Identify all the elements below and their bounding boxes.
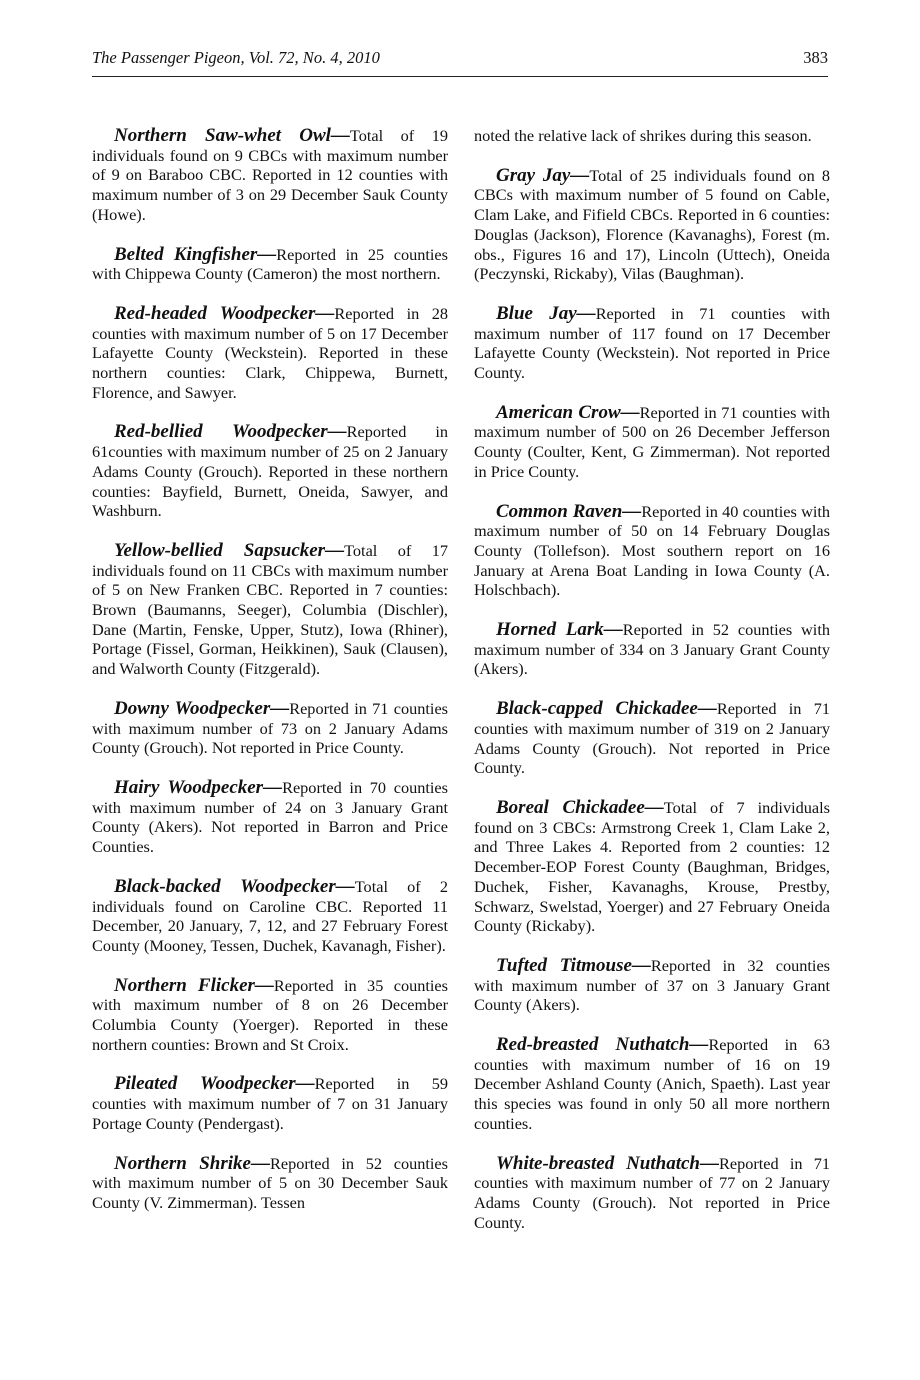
- species-name: Northern Saw-whet Owl—: [114, 125, 350, 146]
- species-entry: [92, 245, 448, 284]
- right-column: [474, 126, 830, 1252]
- species-entry: [92, 699, 448, 758]
- species-name: American Crow—: [496, 401, 640, 423]
- species-text: Total of 7 individuals found on 3 CBCs: Armstrong Creek 1, Clam Lake 2, and Three Lakes 4. Reported from 2 counties: 12 December-EOP Forest County (Baughman, Bridges, Duchek, Fisher, Kavanaghs, Krouse, Prestby, Schwarz, Swelstad, Yoerger) and 27 February Oneida County (Rickaby).: [474, 797, 830, 936]
- species-text: Reported in 61counties with maximum number of 25 on 2 January Adams County (Grouch). Reported in these northern counties: Bayfield, Burnett, Oneida, Sawyer, and Washburn.: [92, 422, 448, 521]
- species-entry: [474, 304, 830, 383]
- species-name: Black-backed Woodpecker—: [114, 875, 355, 897]
- species-text: Reported in 63 counties with maximum number of 16 on 19 December Ashland County (Anich, Spaeth). Last year this species was found in only 50 all more northern counties.: [474, 1035, 831, 1133]
- species-name: Common Raven—: [496, 500, 642, 522]
- species-name: Pileated Woodpecker—: [114, 1073, 315, 1095]
- header-rule: [92, 76, 828, 77]
- species-text: Reported in 71 counties with maximum number of 319 on 2 January Adams County (Grouch). Not reported in Price County.: [474, 699, 830, 778]
- species-name: Black-capped Chickadee—: [496, 698, 717, 720]
- species-entry: [474, 620, 830, 679]
- species-name: Horned Lark—: [496, 619, 623, 641]
- species-name: White-breasted Nuthatch—: [496, 1152, 719, 1174]
- species-text: Reported in 52 counties with maximum number of 5 on 30 December Sauk County (V. Zimmerman). Tessen: [92, 1153, 448, 1212]
- species-name: Belted Kingfisher—: [114, 243, 277, 265]
- species-entry: [474, 166, 830, 284]
- species-name: Gray Jay—: [496, 164, 590, 186]
- species-entry: [92, 126, 448, 225]
- species-entry: [92, 541, 448, 679]
- species-name: Red-headed Woodpecker—: [114, 302, 335, 324]
- species-text: Reported in 28 counties with maximum number of 5 on 17 December Lafayette County (Weckstein). Reported in these northern counties: Clark, Chippewa, Burnett, Florence, and Sawyer.: [92, 303, 449, 402]
- species-text: Total of 25 individuals found on 8 CBCs with maximum number of 5 found on Cable, Clam Lake, and Fifield CBCs. Reported in 6 counties: Douglas (Jackson), Florence (Kavanaghs), Forest (m. obs., Figures 16 and 17), Lincoln (Uttech), Oneida (Peczynski, Rickaby), Vilas (Baughman).: [474, 165, 830, 284]
- species-text: Reported in 71 counties with maximum number of 77 on 2 January Adams County (Grouch). Not reported in Price County.: [474, 1153, 831, 1232]
- species-text: Reported in 35 counties with maximum number of 8 on 26 December Columbia County (Yoerger). Reported in these northern counties: Brown and St Croix.: [92, 975, 448, 1054]
- species-text: Reported in 71 counties with maximum number of 500 on 26 December Jefferson County (Coulter, Kent, G Zimmerman). Not reported in Price County.: [474, 402, 830, 481]
- species-name: Northern Flicker—: [114, 974, 274, 996]
- running-header: [92, 48, 828, 72]
- species-text: Reported in 71 counties with maximum number of 117 found on 17 December Lafayette County (Weckstein). Not reported in Price County.: [474, 303, 830, 383]
- species-text: Total of 17 individuals found on 11 CBCs with maximum number of 5 on New Franken CBC. Reported in 7 counties: Brown (Baumanns, Seeger), Columbia (Dischler), Dane (Martin, Fenske, Upper, Stutz), Iowa (Rhiner), Portage (Fissel, Gorman, Heikkinen), Sauk (Clausen), and Walworth County (Fitzgerald).: [92, 540, 448, 679]
- species-entry: [92, 422, 448, 521]
- species-text: Reported in 59 counties with maximum number of 7 on 31 January Portage County (Pendergast).: [92, 1074, 448, 1133]
- species-name: Boreal Chickadee—: [496, 796, 664, 818]
- species-entry: [474, 1035, 830, 1134]
- species-entry: [92, 1074, 448, 1133]
- species-entry: [92, 877, 448, 956]
- species-entry: [474, 1154, 830, 1233]
- species-name: Red-bellied Woodpecker—: [114, 421, 347, 443]
- journal-title: The Passenger Pigeon, Vol. 72, No. 4, 2010: [92, 48, 380, 67]
- species-entry: [92, 778, 448, 857]
- species-name: Hairy Woodpecker—: [114, 776, 283, 798]
- continued-text: noted the relative lack of shrikes during this season.: [474, 126, 812, 145]
- species-text: Total of 19 individuals found on 9 CBCs with maximum number of 9 on Baraboo CBC. Reported in 12 counties with maximum number of 3 on 29 December Sauk County (Howe).: [92, 126, 448, 224]
- left-column: [92, 126, 448, 1233]
- species-entry: [92, 304, 448, 403]
- species-name: Tufted Titmouse—: [496, 954, 651, 976]
- species-name: Yellow-bellied Sapsucker—: [114, 539, 345, 561]
- species-text: Reported in 25 counties with Chippewa County (Cameron) the most northern.: [92, 244, 448, 284]
- species-text: Reported in 40 counties with maximum number of 50 on 14 February Douglas County (Tollefson). Most southern report on 16 January at Arena Boat Landing in Iowa County (A. Holschbach).: [474, 501, 831, 600]
- species-name: Blue Jay—: [496, 302, 596, 324]
- species-text: Reported in 52 counties with maximum number of 334 on 3 January Grant County (Akers).: [474, 620, 830, 679]
- page-number: 383: [803, 48, 828, 67]
- species-text: Reported in 70 counties with maximum number of 24 on 3 January Grant County (Akers). Not reported in Barron and Price Counties.: [92, 777, 448, 857]
- species-name: Red-breasted Nuthatch—: [496, 1034, 709, 1056]
- species-name: Northern Shrike—: [114, 1152, 270, 1174]
- species-entry: [474, 798, 830, 936]
- species-entry: [92, 976, 448, 1055]
- species-text: Reported in 32 counties with maximum number of 37 on 3 January Grant County (Akers).: [474, 955, 831, 1015]
- species-text: Reported in 71 counties with maximum number of 73 on 2 January Adams County (Grouch). Not reported in Price County.: [92, 698, 449, 758]
- species-text: Total of 2 individuals found on Caroline CBC. Reported 11 December, 20 January, 7, 12, and 27 February Forest County (Mooney, Tessen, Duchek, Kavanagh, Fisher).: [92, 876, 448, 955]
- species-entry: [474, 403, 830, 482]
- species-entry: [474, 956, 830, 1015]
- species-entry: [474, 699, 830, 778]
- species-entry: [92, 1154, 448, 1213]
- species-name: Downy Woodpecker—: [114, 697, 290, 719]
- species-entry: [474, 502, 830, 601]
